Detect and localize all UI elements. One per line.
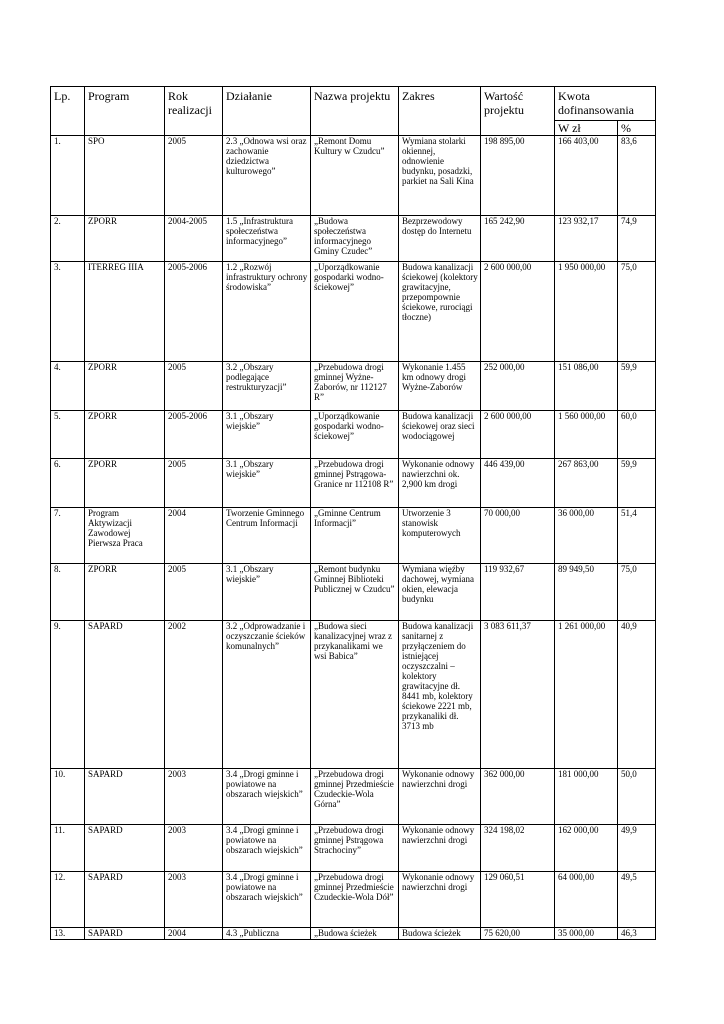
cell-zakres: Budowa ścieżek	[399, 928, 481, 940]
cell-lp: 13.	[51, 928, 85, 940]
cell-wzl: 35 000,00	[555, 928, 618, 940]
header-zakres: Zakres	[399, 87, 481, 136]
header-kwota: Kwota dofinansowania	[555, 87, 656, 121]
cell-wzl: 181 000,00	[555, 769, 618, 825]
cell-dzialanie: 3.2 „Odprowadzanie i oczyszczanie ścieków komunalnych”	[223, 621, 311, 769]
cell-pct: 75,0	[618, 262, 656, 362]
cell-wartosc: 446 439,00	[481, 459, 555, 508]
cell-program: ZPORR	[85, 216, 165, 262]
cell-wzl: 123 932,17	[555, 216, 618, 262]
cell-wzl: 267 863,00	[555, 459, 618, 508]
cell-wzl: 151 086,00	[555, 362, 618, 411]
cell-nazwa: „Gminne Centrum Informacji”	[311, 508, 399, 564]
cell-pct: 51,4	[618, 508, 656, 564]
table-row	[51, 769, 656, 825]
table-row	[51, 411, 656, 459]
cell-wzl: 166 403,00	[555, 136, 618, 216]
header-pct: %	[618, 121, 656, 136]
cell-pct: 60,0	[618, 411, 656, 459]
cell-pct: 83,6	[618, 136, 656, 216]
cell-rok: 2005-2006	[165, 411, 223, 459]
cell-pct: 49,5	[618, 872, 656, 928]
cell-program: SAPARD	[85, 872, 165, 928]
cell-zakres: Budowa kanalizacji ściekowej oraz sieci wodociągowej	[399, 411, 481, 459]
cell-lp: 7.	[51, 508, 85, 564]
cell-lp: 4.	[51, 362, 85, 411]
cell-zakres: Utworzenie 3 stanowisk komputerowych	[399, 508, 481, 564]
table-row	[51, 508, 656, 564]
cell-wartosc: 129 060,51	[481, 872, 555, 928]
cell-wzl: 162 000,00	[555, 825, 618, 872]
cell-lp: 5.	[51, 411, 85, 459]
cell-zakres: Bezprzewodowy dostęp do Internetu	[399, 216, 481, 262]
cell-wartosc: 324 198,02	[481, 825, 555, 872]
cell-zakres: Wymiana stolarki okiennej, odnowienie budynku, posadzki, parkiet na Sali Kina	[399, 136, 481, 216]
cell-dzialanie: 3.4 „Drogi gminne i powiatowe na obszarach wiejskich”	[223, 872, 311, 928]
cell-dzialanie: 3.1 „Obszary wiejskie”	[223, 459, 311, 508]
cell-lp: 11.	[51, 825, 85, 872]
cell-wzl: 64 000,00	[555, 872, 618, 928]
cell-program: ZPORR	[85, 411, 165, 459]
cell-rok: 2003	[165, 872, 223, 928]
cell-rok: 2005	[165, 362, 223, 411]
cell-lp: 12.	[51, 872, 85, 928]
cell-lp: 2.	[51, 216, 85, 262]
table-row	[51, 262, 656, 362]
cell-dzialanie: 4.3 „Publiczna	[223, 928, 311, 940]
cell-lp: 8.	[51, 564, 85, 621]
cell-rok: 2005	[165, 136, 223, 216]
cell-nazwa: „Uporządkowanie gospodarki wodno-ściekowej”	[311, 262, 399, 362]
table-row	[51, 362, 656, 411]
cell-wartosc: 70 000,00	[481, 508, 555, 564]
cell-wartosc: 362 000,00	[481, 769, 555, 825]
cell-pct: 46,3	[618, 928, 656, 940]
cell-pct: 40,9	[618, 621, 656, 769]
table-row	[51, 621, 656, 769]
cell-wzl: 1 261 000,00	[555, 621, 618, 769]
cell-dzialanie: 2.3 „Odnowa wsi oraz zachowanie dziedzictwa kulturowego”	[223, 136, 311, 216]
cell-rok: 2004	[165, 508, 223, 564]
header-lp: Lp.	[51, 87, 85, 136]
header-rok: Rok realizacji	[165, 87, 223, 136]
cell-rok: 2005	[165, 459, 223, 508]
cell-wzl: 89 949,50	[555, 564, 618, 621]
table-row	[51, 136, 656, 216]
cell-program: ZPORR	[85, 564, 165, 621]
cell-dzialanie: 3.4 „Drogi gminne i powiatowe na obszarach wiejskich”	[223, 825, 311, 872]
cell-program: SPO	[85, 136, 165, 216]
cell-wartosc: 3 083 611,37	[481, 621, 555, 769]
cell-nazwa: „Przebudowa drogi gminnej Pstrągowa Strachociny”	[311, 825, 399, 872]
cell-nazwa: „Budowa ścieżek	[311, 928, 399, 940]
cell-nazwa: „Budowa społeczeństwa informacyjnego Gminy Czudec”	[311, 216, 399, 262]
cell-pct: 50,0	[618, 769, 656, 825]
cell-nazwa: „Remont Domu Kultury w Czudcu”	[311, 136, 399, 216]
header-program: Program	[85, 87, 165, 136]
cell-program: Program Aktywizacji Zawodowej Pierwsza Praca	[85, 508, 165, 564]
cell-zakres: Wykonanie odnowy nawierzchni drogi	[399, 825, 481, 872]
cell-program: SAPARD	[85, 621, 165, 769]
cell-program: ZPORR	[85, 459, 165, 508]
cell-wartosc: 75 620,00	[481, 928, 555, 940]
cell-zakres: Wykonanie odnowy nawierzchni drogi	[399, 769, 481, 825]
header-wzl: W zł	[555, 121, 618, 136]
cell-lp: 10.	[51, 769, 85, 825]
cell-wartosc: 252 000,00	[481, 362, 555, 411]
cell-nazwa: „Przebudowa drogi gminnej Przedmieście Czudeckie-Wola Górna”	[311, 769, 399, 825]
cell-pct: 59,9	[618, 459, 656, 508]
cell-dzialanie: Tworzenie Gminnego Centrum Informacji	[223, 508, 311, 564]
cell-wartosc: 2 600 000,00	[481, 262, 555, 362]
cell-nazwa: „Budowa sieci kanalizacyjnej wraz z przykanalikami we wsi Babica”	[311, 621, 399, 769]
cell-dzialanie: 3.4 „Drogi gminne i powiatowe na obszarach wiejskich”	[223, 769, 311, 825]
cell-wartosc: 165 242,90	[481, 216, 555, 262]
cell-nazwa: „Remont budynku Gminnej Biblioteki Publicznej w Czudcu”	[311, 564, 399, 621]
projects-table	[50, 86, 656, 940]
cell-zakres: Wykonanie odnowy nawierzchni ok. 2,900 km drogi	[399, 459, 481, 508]
cell-nazwa: „Przebudowa drogi gminnej Przedmieście Czudeckie-Wola Dół”	[311, 872, 399, 928]
table-row	[51, 459, 656, 508]
cell-rok: 2005	[165, 564, 223, 621]
cell-dzialanie: 1.2 „Rozwój infrastruktury ochrony środowiska”	[223, 262, 311, 362]
cell-pct: 59,9	[618, 362, 656, 411]
cell-zakres: Wymiana więźby dachowej, wymiana okien, elewacja budynku	[399, 564, 481, 621]
cell-pct: 49,9	[618, 825, 656, 872]
cell-lp: 3.	[51, 262, 85, 362]
cell-program: ITERREG IIIA	[85, 262, 165, 362]
cell-dzialanie: 3.1 „Obszary wiejskie”	[223, 411, 311, 459]
cell-nazwa: „Przebudowa drogi gminnej Pstrągowa-Granice nr 112108 R”	[311, 459, 399, 508]
cell-zakres: Budowa kanalizacji sanitarnej z przyłączeniem do istniejącej oczyszczalni – kolektory grawitacyjne dł. 8441 mb, kolektory ściekowe 2221 mb, przykanaliki dł. 3713 mb	[399, 621, 481, 769]
cell-wzl: 36 000,00	[555, 508, 618, 564]
cell-rok: 2004-2005	[165, 216, 223, 262]
table-row	[51, 825, 656, 872]
table-header	[51, 87, 656, 136]
cell-program: SAPARD	[85, 825, 165, 872]
header-wartosc: Wartość projektu	[481, 87, 555, 136]
header-nazwa: Nazwa projektu	[311, 87, 399, 136]
header-dzialanie: Działanie	[223, 87, 311, 136]
table-body	[51, 136, 656, 940]
cell-program: SAPARD	[85, 928, 165, 940]
cell-nazwa: „Uporządkowanie gospodarki wodno-ściekowej”	[311, 411, 399, 459]
cell-zakres: Wykonanie 1.455 km odnowy drogi Wyżne-Zaborów	[399, 362, 481, 411]
cell-program: ZPORR	[85, 362, 165, 411]
cell-lp: 1.	[51, 136, 85, 216]
cell-pct: 74,9	[618, 216, 656, 262]
cell-lp: 6.	[51, 459, 85, 508]
cell-wzl: 1 950 000,00	[555, 262, 618, 362]
cell-wartosc: 119 932,67	[481, 564, 555, 621]
cell-rok: 2003	[165, 769, 223, 825]
cell-wartosc: 2 600 000,00	[481, 411, 555, 459]
table-row	[51, 872, 656, 928]
cell-nazwa: „Przebudowa drogi gminnej Wyżne-Zaborów, nr 112127 R”	[311, 362, 399, 411]
cell-rok: 2005-2006	[165, 262, 223, 362]
cell-dzialanie: 3.1 „Obszary wiejskie”	[223, 564, 311, 621]
cell-zakres: Wykonanie odnowy nawierzchni drogi	[399, 872, 481, 928]
cell-pct: 75,0	[618, 564, 656, 621]
cell-dzialanie: 1.5 „Infrastruktura społeczeństwa informacyjnego”	[223, 216, 311, 262]
table-row	[51, 216, 656, 262]
table-row	[51, 928, 656, 940]
cell-zakres: Budowa kanalizacji ściekowej (kolektory grawitacyjne, przepompownie ściekowe, rurociągi tłoczne)	[399, 262, 481, 362]
cell-dzialanie: 3.2 „Obszary podlegające restrukturyzacji”	[223, 362, 311, 411]
cell-wartosc: 198 895,00	[481, 136, 555, 216]
cell-rok: 2003	[165, 825, 223, 872]
cell-lp: 9.	[51, 621, 85, 769]
table-row	[51, 564, 656, 621]
cell-wzl: 1 560 000,00	[555, 411, 618, 459]
cell-program: SAPARD	[85, 769, 165, 825]
cell-rok: 2002	[165, 621, 223, 769]
cell-rok: 2004	[165, 928, 223, 940]
